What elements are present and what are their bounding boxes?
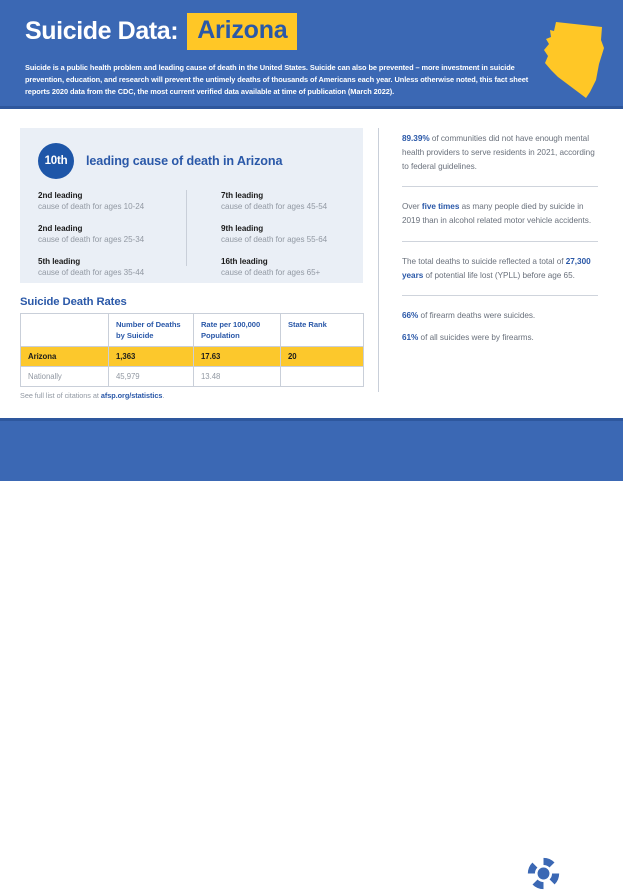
stat-divider [402, 186, 598, 187]
footer-url-link[interactable]: afsp.org/statistics [22, 871, 88, 880]
rank-label: 9th leading [221, 223, 264, 233]
list-item [38, 191, 190, 224]
header-description: Suicide is a public health problem and leading cause of death in the United States. Suicide can also be prevented – more investment in suicide prevention, education, and research will prevent the untimely deaths of thousands of Americans each year. Unless otherwise noted, this fact sheet reports 2020 data from the CDC, the most current verified data available at time of publication (March 2022). [25, 63, 529, 96]
leading-cause-headline: leading cause of death in Arizona [86, 154, 283, 168]
afsp-logo [527, 853, 608, 893]
rank-label: 16th leading [221, 256, 268, 266]
stat-highlight: 61% [402, 333, 419, 343]
cell-rank [281, 367, 364, 387]
cell-rank: 20 [281, 347, 364, 367]
column-header-deaths: Number of Deaths by Suicide [109, 314, 194, 347]
stat-item [402, 331, 598, 353]
page-title [25, 13, 297, 50]
list-item [38, 257, 190, 290]
stat-item [402, 132, 598, 186]
rank-detail: cause of death for ages 25-34 [38, 234, 145, 244]
column-header-rate: Rate per 100,000 Population [194, 314, 281, 347]
rank-label: 7th leading [221, 191, 264, 200]
cell-region: Arizona [21, 347, 109, 367]
stat-item [402, 255, 598, 296]
rank-detail: cause of death for ages 55-64 [221, 234, 328, 244]
logo-line-4: Prevention [568, 883, 606, 893]
leading-cause-headline-row [38, 143, 282, 179]
citation-note [20, 391, 164, 400]
rates-table-title: Suicide Death Rates [20, 296, 127, 308]
logo-line-3 [568, 873, 608, 883]
rank-label: 5th leading [38, 256, 81, 266]
logo-line-1: American [568, 853, 602, 862]
rank-detail: cause of death for ages 35-44 [38, 267, 145, 277]
suicide-death-rates-table [20, 313, 364, 387]
cell-deaths: 1,363 [109, 347, 194, 367]
column-header-blank [21, 314, 109, 347]
citation-prefix: See full list of citations at [20, 391, 101, 400]
rank-label: 2nd leading [38, 191, 83, 200]
logo-suicide-word: Suicide [577, 872, 604, 882]
citation-link[interactable]: afsp.org/statistics [100, 391, 163, 400]
table-header-row [21, 314, 364, 347]
cell-deaths: 45,979 [109, 367, 194, 387]
stat-divider [402, 241, 598, 242]
stat-divider [402, 295, 598, 296]
header-bottom-rule [0, 106, 623, 109]
list-item [38, 224, 190, 257]
table-row [21, 347, 364, 367]
arizona-state-map-icon [542, 18, 608, 102]
stat-highlight: 66% [402, 311, 419, 321]
rank-badge: 10th [38, 143, 74, 179]
cell-region: Nationally [21, 367, 109, 387]
stat-highlight: five times [421, 202, 460, 212]
statistics-column [402, 132, 598, 353]
list-item [190, 224, 348, 257]
header-banner [0, 0, 623, 106]
stat-text: of communities did not have enough mental health providers to serve residents in 2021, according to federal guidelines. [402, 134, 595, 171]
stat-item [402, 200, 598, 241]
leading-cause-list [38, 191, 348, 290]
column-header-rank: State Rank [281, 314, 364, 347]
stat-highlight: 27,300 years [402, 256, 591, 280]
list-item [190, 191, 348, 224]
title-state-badge: Arizona [187, 13, 297, 50]
logo-line-2: Foundation [568, 862, 608, 872]
stat-text: of all suicides were by firearms. [418, 333, 534, 343]
afsp-logo-text [568, 853, 608, 893]
rank-detail: cause of death for ages 45-54 [221, 201, 328, 211]
main-column-divider [378, 128, 379, 392]
logo-for-word: for [568, 874, 576, 882]
list-item [190, 257, 348, 290]
rank-detail: cause of death for ages 65+ [221, 267, 321, 277]
stat-item [402, 309, 598, 331]
life-preserver-ring-icon [527, 857, 560, 890]
footer-banner [0, 421, 623, 893]
stat-text: of firearm deaths were suicides. [418, 311, 536, 321]
stat-highlight: 89.39% [402, 134, 430, 143]
cell-rate: 17.63 [194, 347, 281, 367]
cell-rate: 13.48 [194, 367, 281, 387]
rank-detail: cause of death for ages 10-24 [38, 201, 145, 211]
stat-text: Over [402, 202, 422, 212]
stat-text: of potential life lost (YPLL) before age 65. [423, 270, 575, 280]
rank-label: 2nd leading [38, 223, 83, 233]
citation-suffix: . [162, 391, 165, 400]
title-main-text: Suicide Data: [25, 17, 179, 45]
stat-text: as many people died by suicide in 2019 than in alcohol related motor vehicle accidents. [402, 202, 592, 226]
stat-text: The total deaths to suicide reflected a total of [402, 256, 566, 266]
leading-cause-panel [20, 128, 363, 283]
table-row [21, 367, 364, 387]
